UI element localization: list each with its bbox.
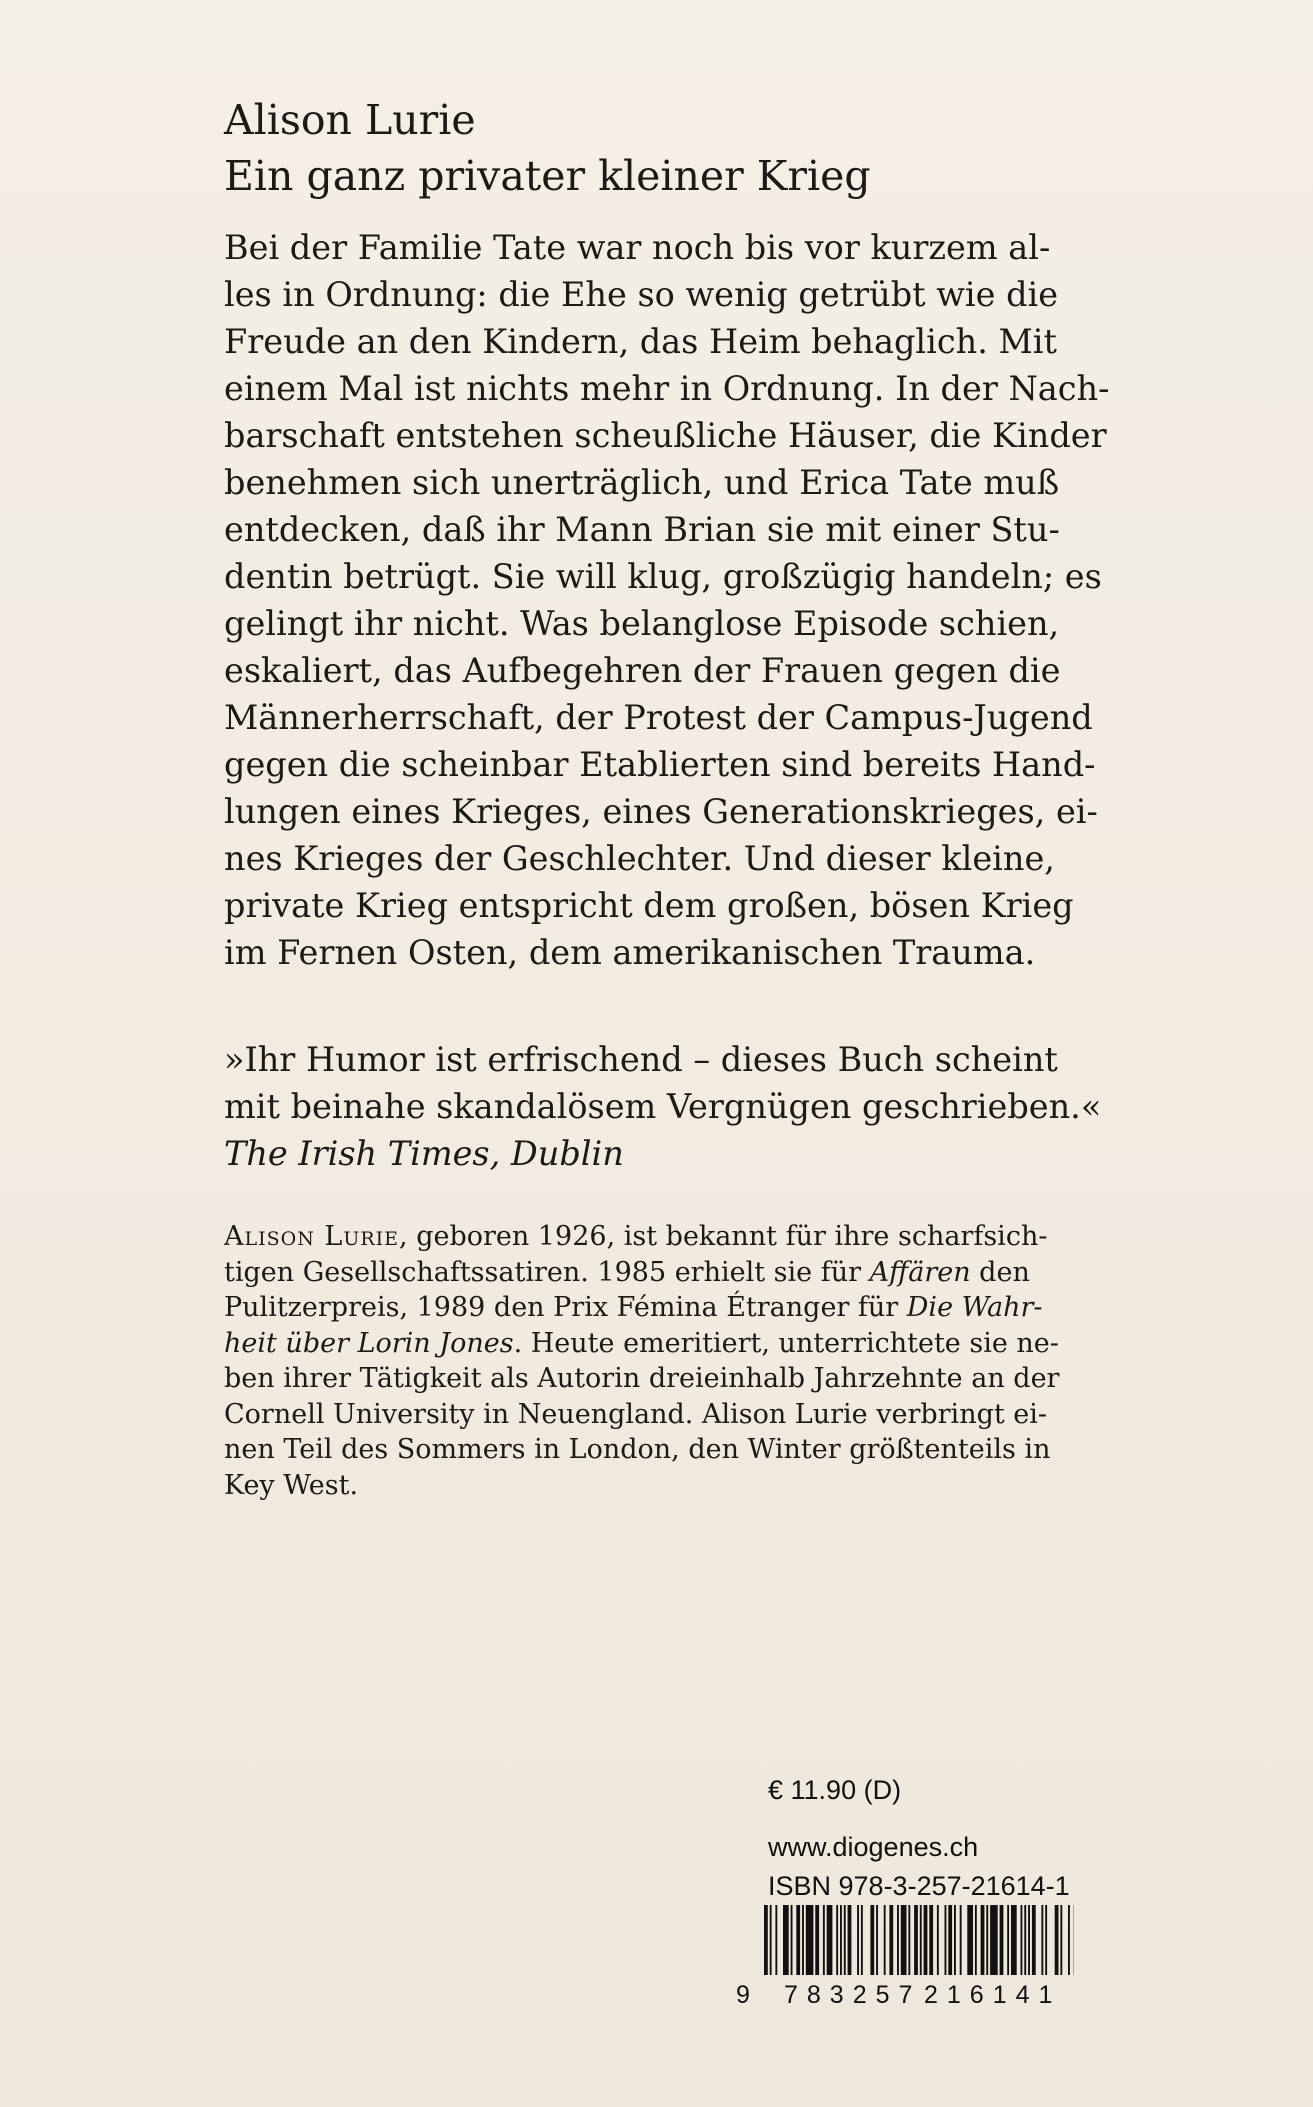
barcode-bar (1024, 1905, 1026, 1975)
barcode-bar (770, 1905, 772, 1975)
barcode-bar (764, 1905, 768, 1975)
bio-line (224, 1326, 1084, 1362)
bio-text: , geboren 1926, ist bekannt für ihre scharfsich- (399, 1221, 1048, 1252)
barcode-digits (736, 1977, 1076, 2017)
bio-line: Key West. (224, 1469, 359, 1501)
barcode-bar (861, 1905, 863, 1975)
quote-source: The Irish Times, Dublin (224, 1134, 624, 1173)
blurb-paragraph (224, 224, 1110, 976)
blurb-line: gelingt ihr nicht. Was belanglose Episode schien, (224, 604, 1060, 643)
barcode-bar (848, 1905, 852, 1975)
barcode-bar (791, 1905, 793, 1975)
blurb-line: les in Ordnung: die Ehe so wenig getrübt wie die (224, 275, 1059, 314)
bio-book-title: Affären (869, 1256, 971, 1288)
blurb-line: im Fernen Osten, dem amerikanischen Trauma. (224, 933, 1036, 972)
bio-author-name: Alison Lurie (224, 1221, 400, 1252)
quote-line: mit beinahe skandalösem Vergnügen geschrieben.« (224, 1087, 1102, 1126)
barcode-bar (802, 1905, 804, 1975)
barcode-left-digits: 783257 (784, 1981, 922, 2009)
barcode-bar (914, 1905, 918, 1975)
barcode-bar (815, 1905, 819, 1975)
author-name: Alison Lurie (224, 96, 476, 144)
barcode-bar (836, 1905, 838, 1975)
bio-text: Pulitzerpreis, 1989 den Prix Fémina Étranger für (224, 1292, 907, 1323)
barcode-bar (1000, 1905, 1004, 1975)
barcode-bar (1068, 1905, 1070, 1975)
barcode-bar (857, 1905, 859, 1975)
barcode-bar (920, 1905, 922, 1975)
price-label: € 11.90 (D) (768, 1775, 902, 1805)
barcode-bar (1041, 1905, 1043, 1975)
barcode-bar (948, 1905, 952, 1975)
blurb-line: gegen die scheinbar Etablierten sind bereits Hand- (224, 745, 1096, 784)
bio-book-title: heit über Lorin Jones (224, 1327, 514, 1359)
barcode-bar (986, 1905, 988, 1975)
barcode-bar (1045, 1905, 1047, 1975)
barcode-bar (827, 1905, 833, 1975)
barcode-bar (1011, 1905, 1017, 1975)
blurb-line: barschaft entstehen scheußliche Häuser, die Kinder (224, 416, 1107, 455)
barcode-bar (884, 1905, 886, 1975)
barcode-bar (806, 1905, 814, 1975)
barcode-bar (967, 1905, 973, 1975)
title-block (224, 92, 871, 204)
barcode-bar (897, 1905, 899, 1975)
bio-text: den (970, 1256, 1030, 1288)
barcode-bar (870, 1905, 874, 1975)
blurb-line: entdecken, daß ihr Mann Brian sie mit einer Stu- (224, 510, 1060, 549)
bio-text: tigen Gesellschaftssatiren. 1985 erhielt sie für (224, 1256, 870, 1288)
bio-line: ben ihrer Tätigkeit als Autorin dreieinhalb Jahrzehnte an der (224, 1363, 1060, 1394)
barcode-bars (764, 1905, 1074, 1975)
blurb-line: Männerherrschaft, der Protest der Campus-Jugend (224, 698, 1093, 737)
barcode-bar (901, 1905, 907, 1975)
barcode (736, 1905, 1076, 2015)
barcode-bar (908, 1905, 910, 1975)
barcode-bar (1021, 1905, 1023, 1975)
barcode-first-digit: 9 (736, 1981, 750, 2009)
blurb-line: einem Mal ist nichts mehr in Ordnung. In der Nach- (224, 369, 1110, 408)
barcode-bar (929, 1905, 933, 1975)
barcode-bar (945, 1905, 947, 1975)
barcode-bar (954, 1905, 956, 1975)
bio-line: Cornell University in Neuengland. Alison Lurie verbringt ei- (224, 1398, 1048, 1430)
barcode-bar (840, 1905, 842, 1975)
author-bio (224, 1219, 1084, 1503)
bio-line (224, 1255, 1084, 1291)
bio-text: . Heute emeritiert, unterrichtete sie ne- (513, 1327, 1059, 1359)
blurb-line: dentin betrügt. Sie will klug, großzügig handeln; es (224, 557, 1102, 596)
barcode-bar (823, 1905, 825, 1975)
barcode-bar (990, 1905, 998, 1975)
barcode-bar (844, 1905, 846, 1975)
barcode-bar (1055, 1905, 1059, 1975)
blurb-line: private Krieg entspricht dem großen, bösen Krieg (224, 886, 1074, 925)
barcode-bar (960, 1905, 962, 1975)
bio-book-title: Die Wahr- (906, 1292, 1043, 1323)
book-title: Ein ganz privater kleiner Krieg (224, 152, 871, 200)
isbn-label: ISBN 978-3-257-21614-1 (768, 1871, 1070, 1901)
barcode-bar (796, 1905, 800, 1975)
barcode-bar (975, 1905, 977, 1975)
blurb-line: benehmen sich unerträglich, und Erica Tate muß (224, 463, 1060, 502)
barcode-bar (783, 1905, 789, 1975)
publisher-url: www.diogenes.ch (768, 1832, 979, 1862)
bio-line (224, 1290, 1084, 1326)
barcode-bar (924, 1905, 928, 1975)
barcode-bar (1007, 1905, 1009, 1975)
bio-line (224, 1219, 1084, 1255)
barcode-bar (937, 1905, 939, 1975)
barcode-right-digits: 216141 (924, 1981, 1062, 2009)
bio-line: nen Teil des Sommers in London, den Winter größtenteils in (224, 1434, 1051, 1465)
blurb-line: eskaliert, das Aufbegehren der Frauen gegen die (224, 651, 1061, 690)
barcode-bar (775, 1905, 777, 1975)
barcode-bar (1028, 1905, 1030, 1975)
quote-line: »Ihr Humor ist erfrischend – dieses Buch scheint (224, 1040, 1058, 1079)
blurb-line: lungen eines Krieges, eines Generationskrieges, ei- (224, 792, 1098, 831)
press-quote (224, 1036, 1101, 1177)
barcode-bar (889, 1905, 893, 1975)
blurb-line: Bei der Familie Tate war noch bis vor kurzem al- (224, 228, 1051, 267)
blurb-line: Freude an den Kindern, das Heim behaglich. Mit (224, 322, 1057, 361)
barcode-bar (981, 1905, 985, 1975)
barcode-bar (1060, 1905, 1062, 1975)
blurb-line: nes Krieges der Geschlechter. Und dieser kleine, (224, 839, 1055, 878)
barcode-bar (876, 1905, 878, 1975)
barcode-bar (1032, 1905, 1036, 1975)
